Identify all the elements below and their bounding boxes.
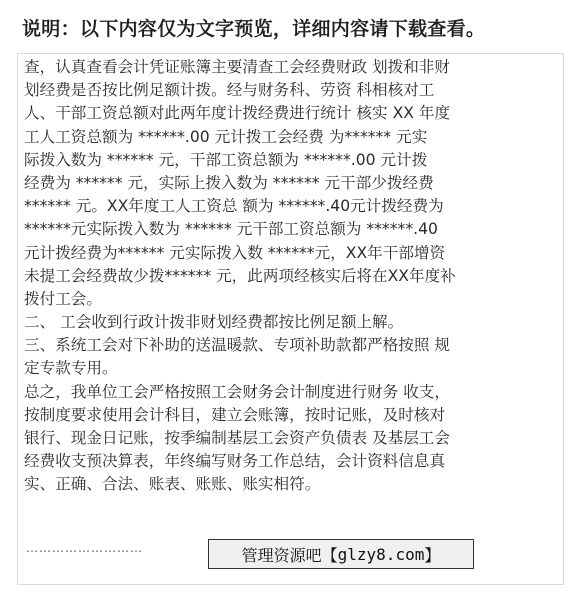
- text-line: 银行、现金日记账，按季编制基层工会资产负债表 及基层工会: [24, 429, 450, 447]
- text-line: 元计拨经费为****** 元实际拨入数 ******元，XX年干部增资: [24, 243, 446, 262]
- text-line: 查，认真查看会计凭证账簿主要清查工会经费财政 划拨和非财: [24, 58, 450, 76]
- text-line: 定专款专用。: [24, 359, 118, 378]
- text-line: 经费为 ****** 元，实际上拨入数为 ****** 元干部少拨经费: [24, 173, 434, 192]
- document-body: [24, 56, 560, 497]
- text-line: 经费收支预决算表，年终编写财务工作总结，会计资料信息真: [24, 452, 446, 471]
- dotted-separator: ………………………: [26, 541, 143, 555]
- text-line: 按制度要求使用会计科目，建立会账簿，按时记账，及时核对: [24, 405, 446, 424]
- text-line: 工人工资总额为 ******.00 元计拨工会经费 为****** 元实: [24, 127, 428, 146]
- text-line: ******元实际拨入数为 ****** 元干部工资总额为 ******.40: [24, 220, 438, 239]
- text-line: 际拨入数为 ****** 元，干部工资总额为 ******.00 元计拨: [24, 150, 428, 169]
- text-line: ****** 元。XX年度工人工资总 额为 ******.40元计拨经费为: [24, 197, 444, 216]
- text-line: 二、 工会收到行政计拨非财划经费都按比例足额上解。: [24, 313, 404, 332]
- text-line: 划经费是否按比例足额计拨。经与财务科、劳资 科相核对工: [24, 81, 435, 100]
- text-line: 拨付工会。: [24, 289, 102, 308]
- text-line: 实、正确、合法、账表、账账、账实相符。: [24, 475, 321, 494]
- text-line: 人、干部工资总额对此两年度计拨经费进行统计 核实 XX 年度: [24, 104, 451, 123]
- link-prefix: 管理资源吧【: [241, 545, 338, 565]
- document-preview-panel: [17, 53, 564, 585]
- link-domain: glzy8.com: [337, 544, 425, 564]
- preview-notice: 说明：以下内容仅为文字预览，详细内容请下载查看。: [22, 18, 486, 40]
- link-suffix: 】: [424, 545, 441, 565]
- download-site-link[interactable]: [208, 539, 474, 569]
- text-line: 总之，我单位工会严格按照工会财务会计制度进行财务 收支，: [24, 382, 450, 401]
- text-line: 三、系统工会对下补助的送温暖款、专项补助款都严格按照 规: [24, 336, 450, 355]
- text-line: 未提工会经费故少拨****** 元，此两项经核实后将在XX年度补: [24, 266, 456, 285]
